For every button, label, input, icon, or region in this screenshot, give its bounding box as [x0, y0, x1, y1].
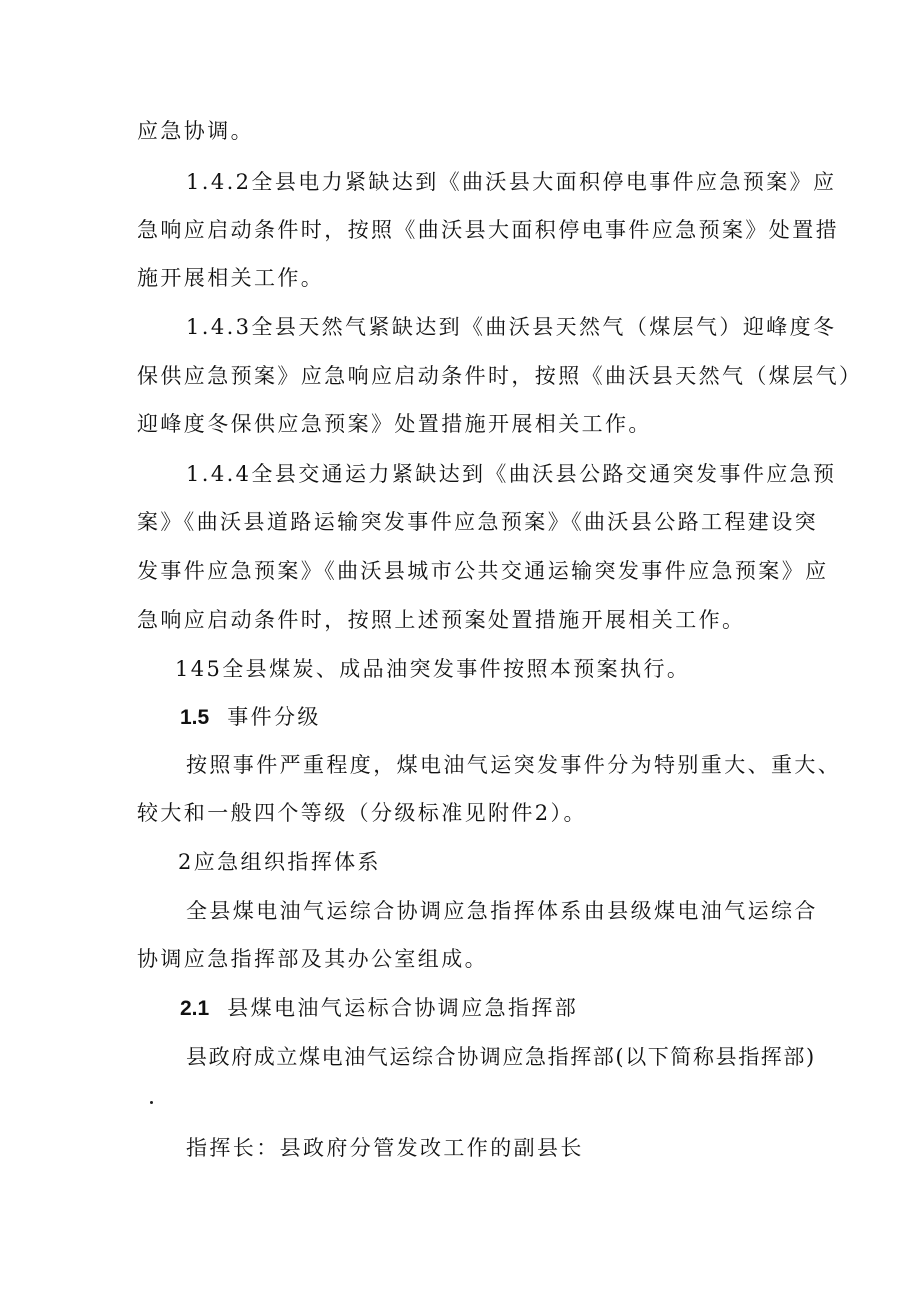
section-heading-2-1	[180, 993, 578, 1024]
section-number: 2.1	[180, 997, 210, 1020]
paragraph-line: 急响应启动条件时，按照《曲沃县大面积停电事件应急预案》处置措	[137, 218, 839, 242]
paragraph-line: 保供应急预案》应急响应启动条件时，按照《曲沃县天然气（煤层气）	[137, 364, 863, 388]
section-title: 事件分级	[227, 705, 321, 729]
section-heading-1-5	[180, 702, 321, 733]
paragraph-line: 1.4.2全县电力紧缺达到《曲沃县大面积停电事件应急预案》应	[186, 170, 837, 194]
period-mark	[150, 1101, 153, 1104]
paragraph-line: 施开展相关工作。	[137, 266, 325, 290]
paragraph-line: 发事件应急预案》《曲沃县城市公共交通运输突发事件应急预案》应	[137, 559, 829, 583]
paragraph-line: 145全县煤炭、成品油突发事件按照本预案执行。	[175, 657, 691, 681]
paragraph-line: 1.4.4全县交通运力紧缺达到《曲沃县公路交通突发事件应急预	[186, 462, 837, 486]
paragraph-line: 急响应启动条件时，按照上述预案处置措施开展相关工作。	[137, 608, 746, 632]
paragraph-line: 较大和一般四个等级（分级标准见附件2）。	[137, 801, 587, 825]
paragraph-line: 1.4.3全县天然气紧缺达到《曲沃县天然气（煤层气）迎峰度冬	[186, 315, 837, 339]
paragraph-line: 协调应急指挥部及其办公室组成。	[137, 947, 488, 971]
section-number: 1.5	[180, 706, 210, 729]
section-title: 县煤电油气运标合协调应急指挥部	[227, 996, 579, 1020]
section-heading-2: 2应急组织指挥体系	[178, 850, 381, 874]
paragraph-line: 全县煤电油气运综合协调应急指挥体系由县级煤电油气运综合	[186, 899, 818, 923]
paragraph-line: 按照事件严重程度，煤电油气运突发事件分为特别重大、重大、	[186, 753, 842, 777]
paragraph-line: 县政府成立煤电油气运综合协调应急指挥部(以下简称县指挥部)	[186, 1045, 816, 1069]
paragraph-line: 迎峰度冬保供应急预案》处置措施开展相关工作。	[137, 412, 652, 436]
paragraph-line: 指挥长：县政府分管发改工作的副县长	[186, 1136, 584, 1160]
paragraph-line: 应急协调。	[137, 119, 254, 143]
paragraph-line: 案》《曲沃县道路运输突发事件应急预案》《曲沃县公路工程建设突	[137, 510, 818, 534]
